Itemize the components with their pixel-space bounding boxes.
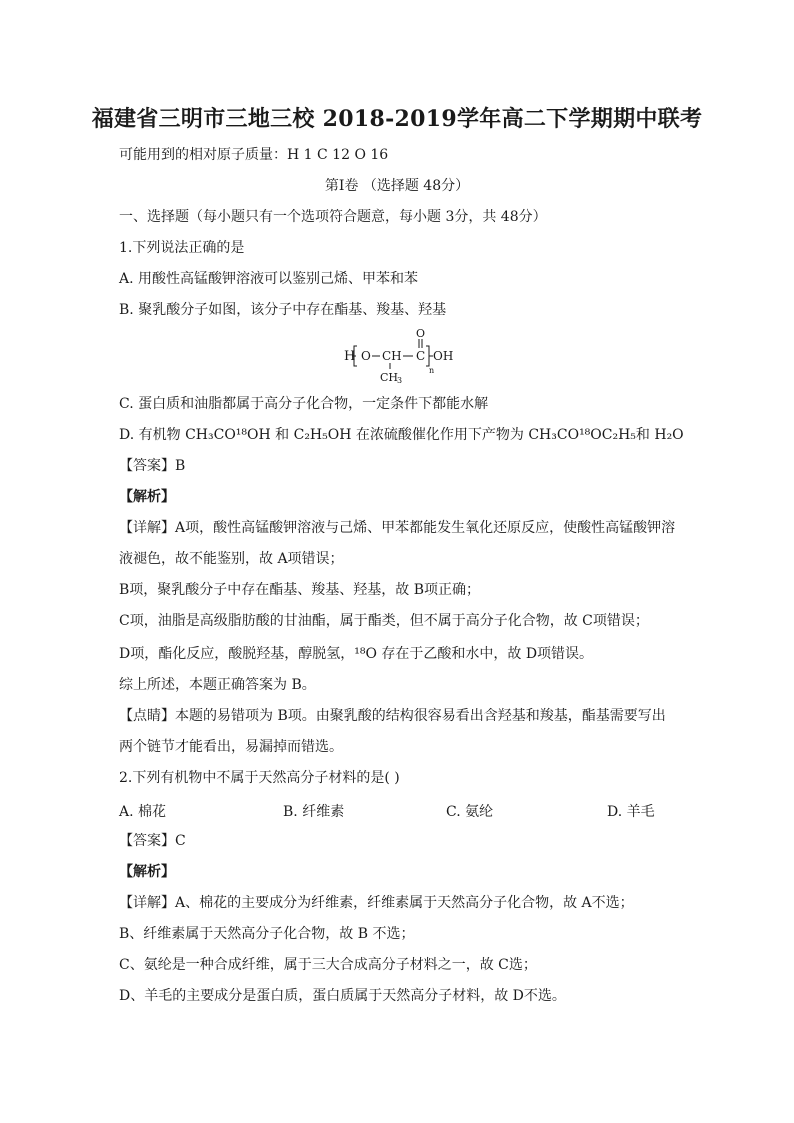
question-2-detail-line: 【详解】A、棉花的主要成分为纤维素，纤维素属于天然高分子化合物，故 A不选；	[119, 895, 634, 911]
question-1-option-b: B. 聚乳酸分子如图，该分子中存在酯基、羧基、羟基	[119, 302, 447, 318]
question-1-key-point: 两个链节才能看出，易漏掉而错选。	[119, 739, 343, 755]
formula-ch3: CH	[380, 371, 399, 384]
formula-h: H	[344, 349, 356, 364]
formula-o: O	[361, 349, 371, 363]
question-1-answer: 【答案】B	[119, 458, 186, 474]
question-1-summary: 综上所述，本题正确答案为 B。	[119, 677, 316, 693]
question-2-option-c: C. 氨纶	[446, 804, 494, 820]
formula-n: n	[429, 366, 435, 375]
polylactic-acid-structure	[343, 328, 463, 384]
question-1-detail-line: B项，聚乳酸分子中存在酯基、羧基、羟基，故 B项正确；	[119, 582, 481, 598]
formula-carbonyl-o: O	[416, 328, 426, 340]
question-1-option-a: A. 用酸性高锰酸钾溶液可以鉴别己烯、甲苯和苯	[119, 271, 419, 287]
question-1-detail-line: D项，酯化反应，酸脱羟基，醇脱氢，¹⁸O 存在于乙酸和水中，故 D项错误。	[119, 646, 594, 662]
question-2-answer: 【答案】C	[119, 833, 186, 849]
question-1-option-c: C. 蛋白质和油脂都属于高分子化合物，一定条件下都能水解	[119, 396, 489, 412]
question-2-detail-line: B、纤维素属于天然高分子化合物，故 B 不选；	[119, 926, 415, 942]
formula-ch3-subscript: 3	[397, 376, 403, 384]
page-title: 福建省三明市三地三校 2018-2019学年高二下学期期中联考	[91, 106, 703, 132]
section-heading: 第Ⅰ卷 （选择题 48分）	[324, 178, 470, 194]
atomic-mass-note: 可能用到的相对原子质量：H 1 C 12 O 16	[119, 147, 389, 163]
part-heading: 一、选择题（每小题只有一个选项符合题意，每小题 3分，共 48分）	[119, 209, 547, 225]
question-1-analysis-heading: 【解析】	[119, 489, 175, 505]
formula-oh: OH	[433, 349, 454, 363]
question-2-detail-line: C、氨纶是一种合成纤维，属于三大合成高分子材料之一，故 C选；	[119, 957, 537, 973]
question-1-detail-line: C项，油脂是高级脂肪酸的甘油酯，属于酯类，但不属于高分子化合物，故 C项错误；	[119, 613, 649, 629]
question-2-option-b: B. 纤维素	[283, 804, 345, 820]
question-2-option-d: D. 羊毛	[607, 804, 655, 820]
question-1-key-point: 【点睛】本题的易错项为 B项。由聚乳酸的结构很容易看出含羟基和羧基，酯基需要写出	[119, 708, 666, 724]
question-1-stem: 1.下列说法正确的是	[119, 240, 245, 256]
formula-ch: CH	[382, 349, 402, 363]
question-2-option-a: A. 棉花	[119, 804, 167, 820]
question-2-detail-line: D、羊毛的主要成分是蛋白质，蛋白质属于天然高分子材料，故 D不选。	[119, 988, 566, 1004]
formula-c: C	[416, 349, 426, 363]
question-1-detail-line: 液褪色，故不能鉴别，故 A项错误；	[119, 551, 344, 567]
question-1-option-d: D. 有机物 CH₃CO¹⁸OH 和 C₂H₅OH 在浓硫酸催化作用下产物为 CH₃CO¹⁸OC₂H₅和 H₂O	[119, 427, 684, 443]
question-2-stem: 2.下列有机物中不属于天然高分子材料的是( )	[119, 770, 400, 786]
question-2-analysis-heading: 【解析】	[119, 864, 175, 880]
question-1-detail-line: 【详解】A项，酸性高锰酸钾溶液与己烯、甲苯都能发生氧化还原反应，使酸性高锰酸钾溶	[119, 520, 676, 536]
